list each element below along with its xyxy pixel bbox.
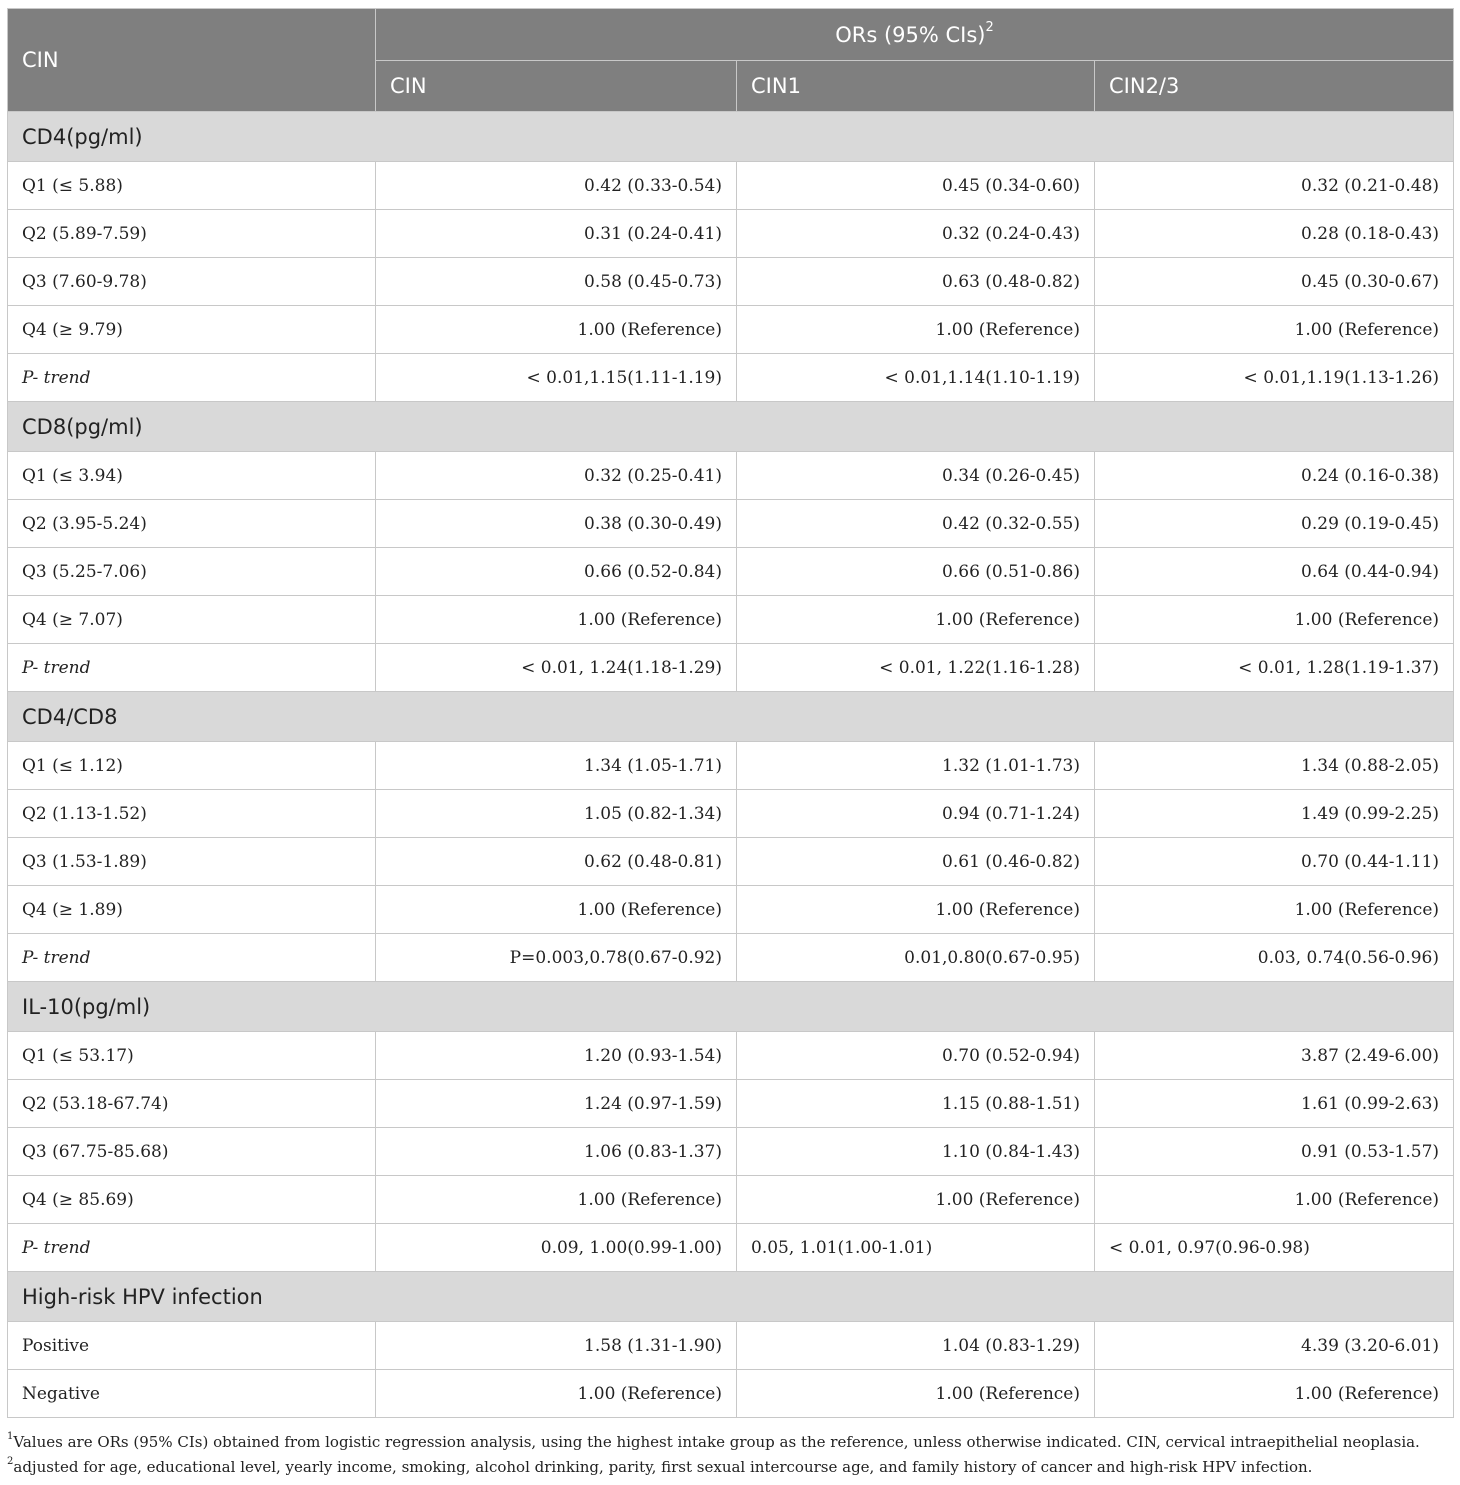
section-title: CD4(pg/ml) (8, 112, 1454, 162)
section-header-row (8, 692, 1454, 742)
footnote-1 (7, 1430, 1453, 1455)
table-cell: 0.66 (0.52-0.84) (376, 548, 737, 596)
table-cell: 0.62 (0.48-0.81) (376, 838, 737, 886)
table-cell: 0.01,0.80(0.67-0.95) (737, 934, 1095, 982)
table-row (8, 886, 1454, 934)
table-row (8, 596, 1454, 644)
table-row (8, 838, 1454, 886)
or-table (7, 8, 1454, 1418)
table-cell: < 0.01, 1.22(1.16-1.28) (737, 644, 1095, 692)
table-cell: 0.32 (0.24-0.43) (737, 210, 1095, 258)
table-cell: 1.00 (Reference) (376, 596, 737, 644)
table-cell: 0.03, 0.74(0.56-0.96) (1095, 934, 1454, 982)
table-cell: 0.66 (0.51-0.86) (737, 548, 1095, 596)
table-row (8, 258, 1454, 306)
table-cell: 0.64 (0.44-0.94) (1095, 548, 1454, 596)
section-header-row (8, 982, 1454, 1032)
table-row (8, 1080, 1454, 1128)
table-cell: 0.28 (0.18-0.43) (1095, 210, 1454, 258)
section-title: High-risk HPV infection (8, 1272, 1454, 1322)
row-label: Q3 (67.75-85.68) (8, 1128, 376, 1176)
table-cell: 3.87 (2.49-6.00) (1095, 1032, 1454, 1080)
row-label: P- trend (8, 934, 376, 982)
table-row (8, 1322, 1454, 1370)
table-row (8, 934, 1454, 982)
footnote-text: Values are ORs (95% CIs) obtained from logistic regression analysis, using the highest intake group as the reference, unless otherwise indicated. CIN, cervical intraepithelial neoplasia. (13, 1433, 1420, 1451)
section-title: CD4/CD8 (8, 692, 1454, 742)
row-label: Q4 (≥ 85.69) (8, 1176, 376, 1224)
table-cell: 1.34 (1.05-1.71) (376, 742, 737, 790)
table-cell: 1.00 (Reference) (376, 1370, 737, 1418)
table-row (8, 1128, 1454, 1176)
table-row (8, 500, 1454, 548)
table-row (8, 306, 1454, 354)
table-cell: < 0.01,1.14(1.10-1.19) (737, 354, 1095, 402)
table-cell: < 0.01,1.19(1.13-1.26) (1095, 354, 1454, 402)
row-label: Q1 (≤ 53.17) (8, 1032, 376, 1080)
row-label: Q4 (≥ 7.07) (8, 596, 376, 644)
row-label: P- trend (8, 1224, 376, 1272)
row-label: Q2 (53.18-67.74) (8, 1080, 376, 1128)
table-row (8, 790, 1454, 838)
table-cell: 1.24 (0.97-1.59) (376, 1080, 737, 1128)
row-label: Q1 (≤ 3.94) (8, 452, 376, 500)
row-label: Q1 (≤ 5.88) (8, 162, 376, 210)
table-cell: 1.00 (Reference) (737, 596, 1095, 644)
table-cell: 1.00 (Reference) (1095, 886, 1454, 934)
row-label: Q3 (1.53-1.89) (8, 838, 376, 886)
column-header-cin23: CIN2/3 (1095, 61, 1454, 112)
row-label: Q3 (7.60-9.78) (8, 258, 376, 306)
footnote-marker: 2 (985, 19, 994, 35)
row-label: Q3 (5.25-7.06) (8, 548, 376, 596)
table-row (8, 1370, 1454, 1418)
row-label: Q1 (≤ 1.12) (8, 742, 376, 790)
table-cell: 0.91 (0.53-1.57) (1095, 1128, 1454, 1176)
section-title: CD8(pg/ml) (8, 402, 1454, 452)
row-label: Negative (8, 1370, 376, 1418)
table-cell: 4.39 (3.20-6.01) (1095, 1322, 1454, 1370)
table-cell: 0.31 (0.24-0.41) (376, 210, 737, 258)
row-label: P- trend (8, 644, 376, 692)
footnote-text: adjusted for age, educational level, yearly income, smoking, alcohol drinking, parity, first sexual intercourse age, and family history of cancer and high-risk HPV infection. (13, 1458, 1313, 1476)
table-cell: 1.61 (0.99-2.63) (1095, 1080, 1454, 1128)
table-cell: 0.29 (0.19-0.45) (1095, 500, 1454, 548)
table-cell: 0.34 (0.26-0.45) (737, 452, 1095, 500)
table-row (8, 1224, 1454, 1272)
table-row (8, 1032, 1454, 1080)
table-row (8, 452, 1454, 500)
table-cell: < 0.01, 1.24(1.18-1.29) (376, 644, 737, 692)
table-header (8, 9, 1454, 112)
row-label: Q4 (≥ 9.79) (8, 306, 376, 354)
table-cell: 0.42 (0.33-0.54) (376, 162, 737, 210)
table-cell: < 0.01, 1.28(1.19-1.37) (1095, 644, 1454, 692)
table-cell: 1.49 (0.99-2.25) (1095, 790, 1454, 838)
table-cell: 1.00 (Reference) (737, 1176, 1095, 1224)
table-cell: 0.45 (0.34-0.60) (737, 162, 1095, 210)
table-cell: 1.00 (Reference) (1095, 596, 1454, 644)
column-header-cin: CIN (376, 61, 737, 112)
table-cell: 0.24 (0.16-0.38) (1095, 452, 1454, 500)
table-cell: 1.00 (Reference) (737, 1370, 1095, 1418)
table-row (8, 162, 1454, 210)
row-label: Positive (8, 1322, 376, 1370)
table-cell: 0.09, 1.00(0.99-1.00) (376, 1224, 737, 1272)
table-cell: 0.38 (0.30-0.49) (376, 500, 737, 548)
or-group-header (376, 9, 1454, 61)
table-cell: 0.45 (0.30-0.67) (1095, 258, 1454, 306)
table-cell: 0.70 (0.44-1.11) (1095, 838, 1454, 886)
table-cell: 0.32 (0.21-0.48) (1095, 162, 1454, 210)
table-cell: 0.42 (0.32-0.55) (737, 500, 1095, 548)
footnote-mark: 1 (7, 1431, 14, 1442)
row-label: Q2 (3.95-5.24) (8, 500, 376, 548)
table-cell: 1.00 (Reference) (1095, 1176, 1454, 1224)
section-title: IL-10(pg/ml) (8, 982, 1454, 1032)
table-row (8, 742, 1454, 790)
table-body (8, 112, 1454, 1418)
row-label: Q2 (1.13-1.52) (8, 790, 376, 838)
table-cell: 1.00 (Reference) (737, 306, 1095, 354)
table-row (8, 354, 1454, 402)
table-cell: 1.04 (0.83-1.29) (737, 1322, 1095, 1370)
table-cell: 1.34 (0.88-2.05) (1095, 742, 1454, 790)
table-cell: 1.00 (Reference) (376, 886, 737, 934)
row-label: Q4 (≥ 1.89) (8, 886, 376, 934)
table-cell: 1.00 (Reference) (1095, 1370, 1454, 1418)
footnote-mark: 2 (7, 1456, 14, 1467)
row-label: P- trend (8, 354, 376, 402)
table-row (8, 644, 1454, 692)
table-cell: 1.00 (Reference) (737, 886, 1095, 934)
table-cell: 1.58 (1.31-1.90) (376, 1322, 737, 1370)
table-row (8, 548, 1454, 596)
table-row (8, 1176, 1454, 1224)
table-cell: 1.00 (Reference) (376, 1176, 737, 1224)
table-cell: 0.61 (0.46-0.82) (737, 838, 1095, 886)
table-cell: 0.58 (0.45-0.73) (376, 258, 737, 306)
table-cell: 0.32 (0.25-0.41) (376, 452, 737, 500)
row-label-header: CIN (8, 9, 376, 112)
or-group-title: ORs (95% CIs) (835, 22, 986, 47)
table-cell: 1.06 (0.83-1.37) (376, 1128, 737, 1176)
table-cell: P=0.003,0.78(0.67-0.92) (376, 934, 737, 982)
table-cell: 1.00 (Reference) (1095, 306, 1454, 354)
table-cell: 0.63 (0.48-0.82) (737, 258, 1095, 306)
column-header-cin1: CIN1 (737, 61, 1095, 112)
row-label: Q2 (5.89-7.59) (8, 210, 376, 258)
footnote-2 (7, 1455, 1453, 1480)
table-cell: 0.05, 1.01(1.00-1.01) (737, 1224, 1095, 1272)
section-header-row (8, 1272, 1454, 1322)
table-cell: < 0.01, 0.97(0.96-0.98) (1095, 1224, 1454, 1272)
table-cell: 0.70 (0.52-0.94) (737, 1032, 1095, 1080)
table-cell: 1.20 (0.93-1.54) (376, 1032, 737, 1080)
section-header-row (8, 112, 1454, 162)
table-cell: < 0.01,1.15(1.11-1.19) (376, 354, 737, 402)
table-cell: 0.94 (0.71-1.24) (737, 790, 1095, 838)
table-cell: 1.00 (Reference) (376, 306, 737, 354)
table-cell: 1.10 (0.84-1.43) (737, 1128, 1095, 1176)
section-header-row (8, 402, 1454, 452)
table-cell: 1.15 (0.88-1.51) (737, 1080, 1095, 1128)
footnotes (7, 1430, 1453, 1480)
table-cell: 1.05 (0.82-1.34) (376, 790, 737, 838)
table-row (8, 210, 1454, 258)
table-cell: 1.32 (1.01-1.73) (737, 742, 1095, 790)
